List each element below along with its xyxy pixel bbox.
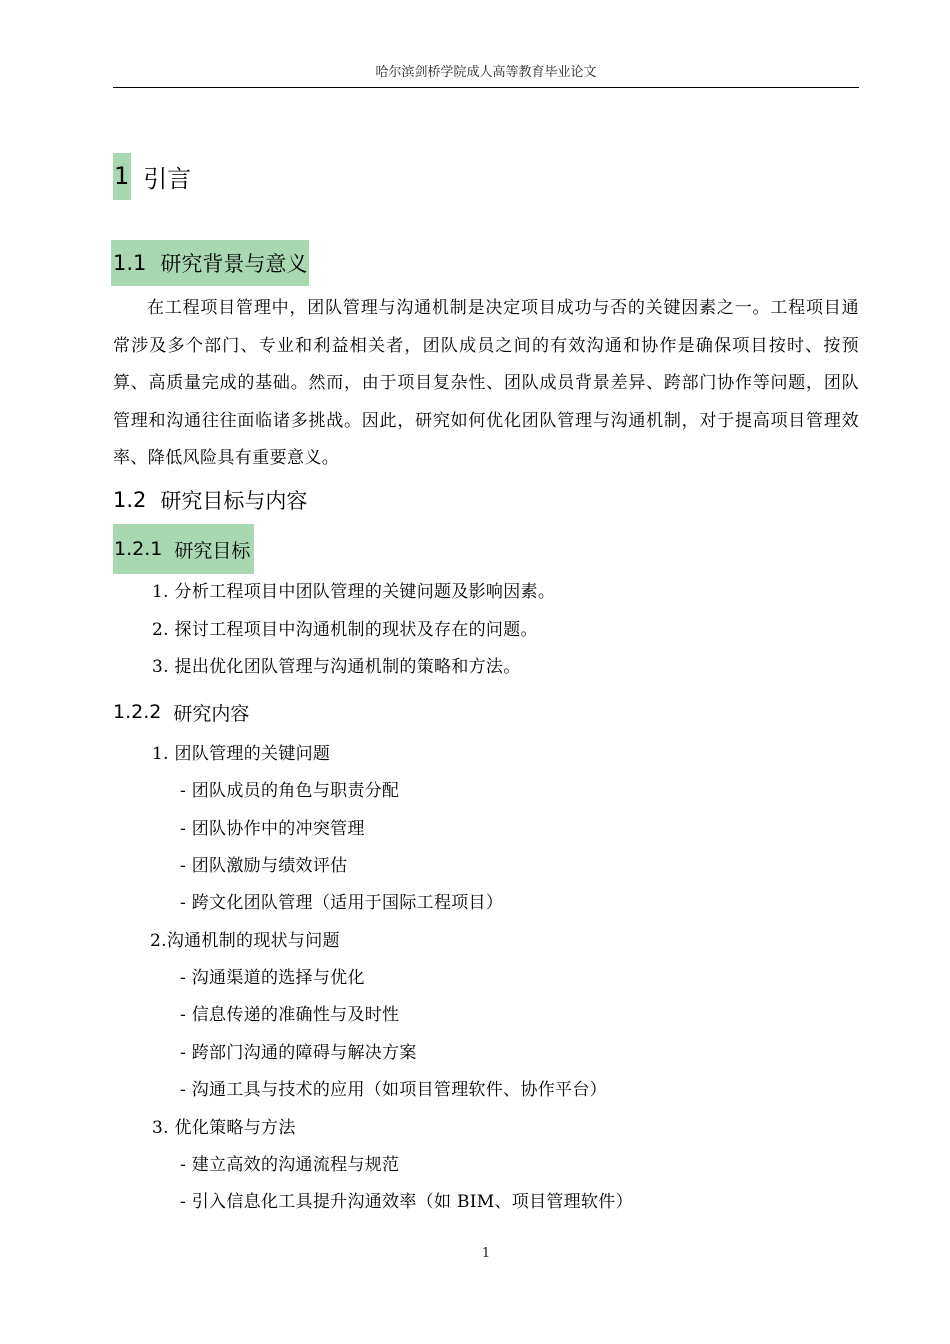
chapter-title: 引言: [143, 165, 192, 193]
page-number: 1: [481, 1246, 491, 1261]
section-number: 1.2: [113, 488, 147, 512]
subsection-number: 1.2.1: [114, 538, 163, 560]
content-list-item: - 引入信息化工具提升沟通效率（如 BIM、项目管理软件）: [180, 1192, 633, 1212]
background-paragraph: 在工程项目管理中，团队管理与沟通机制是决定项目成功与否的关键因素之一。工程项目通常涉及多个部门、专业和利益相关者，团队成员之间的有效沟通和协作是确保项目按时、按预算、高质量完成的基础。然而，由于项目复杂性、团队成员背景差异、跨部门协作等问题，团队管理和沟通往往面临诸多挑战。因此，研究如何优化团队管理与沟通机制，对于提高项目管理效率、降低风险具有重要意义。: [113, 298, 859, 469]
subsection-heading-1-2-2: [113, 698, 249, 726]
content-list-item: - 团队成员的角色与职责分配: [180, 781, 400, 801]
section-number: 1.1: [113, 251, 147, 275]
subsection-title: 研究目标: [174, 539, 251, 562]
section-heading-1-1: [111, 240, 309, 286]
content-list-item: - 建立高效的沟通流程与规范: [180, 1155, 400, 1175]
content-list-item: - 团队协作中的冲突管理: [180, 819, 365, 839]
section-heading-1-2: [113, 484, 307, 516]
content-list-item: - 跨部门沟通的障碍与解决方案: [180, 1043, 417, 1063]
section-title: 研究目标与内容: [160, 489, 308, 513]
subsection-heading-1-2-1: [113, 524, 254, 574]
objective-item: 2. 探讨工程项目中沟通机制的现状及存在的问题。: [152, 620, 538, 640]
content-list-item: - 团队激励与绩效评估: [180, 856, 348, 876]
content-list-item: - 跨文化团队管理（适用于国际工程项目）: [180, 893, 504, 913]
chapter-heading: [113, 153, 191, 200]
objective-item: 1. 分析工程项目中团队管理的关键问题及影响因素。: [152, 582, 556, 602]
content-group-heading: 1. 团队管理的关键问题: [152, 744, 331, 764]
chapter-number: 1: [113, 153, 131, 200]
content-group-heading: 2.沟通机制的现状与问题: [150, 931, 340, 951]
content-list-item: - 信息传递的准确性与及时性: [180, 1005, 400, 1025]
header-divider: [113, 87, 859, 88]
content-list-item: - 沟通工具与技术的应用（如项目管理软件、协作平台）: [180, 1080, 607, 1100]
objective-item: 3. 提出优化团队管理与沟通机制的策略和方法。: [152, 657, 521, 677]
content-group-heading: 3. 优化策略与方法: [152, 1118, 296, 1138]
running-header: 哈尔滨剑桥学院成人高等教育毕业论文: [375, 65, 597, 80]
content-list-item: - 沟通渠道的选择与优化: [180, 968, 365, 988]
subsection-title: 研究内容: [173, 702, 250, 725]
section-title: 研究背景与意义: [160, 252, 308, 276]
subsection-number: 1.2.2: [113, 701, 162, 723]
